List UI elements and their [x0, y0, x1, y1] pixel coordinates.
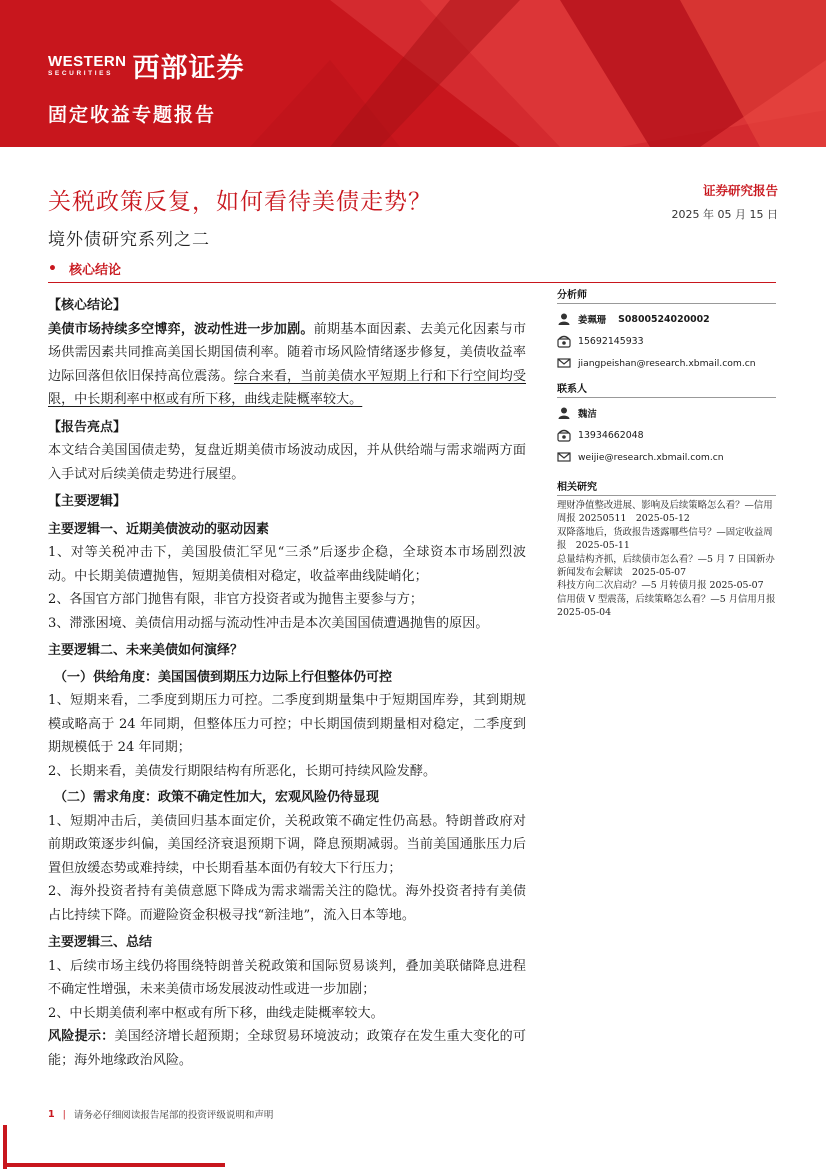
analyst-cert: S0800524020002 [618, 313, 710, 325]
list-item: 2、各国官方部门抛售有限，非官方投资者或为抛售主要参与方； [48, 592, 423, 607]
logic-subheading: （一）供给角度：美国国债到期压力边际上行但整体仍可控 [54, 669, 393, 685]
logo-english: WESTERN SECURITIES [48, 52, 127, 77]
logo-chinese: 西部证券 [132, 53, 245, 84]
list-item: 2、长期来看，美债发行期限结构有所恶化，长期可持续风险发酵。 [48, 763, 437, 779]
related-research-item[interactable]: 科技方向二次启动？—5 月转债月报 2025-05-07 [557, 580, 764, 592]
analyst-email[interactable]: jiangpeishan@research.xbmail.com.cn [578, 357, 756, 369]
paragraph: 本文结合美国国债走势，复盘近期美债市场波动成因，并从供给端与需求端两方面入手试对后续美债走势进行展望。 [48, 443, 526, 482]
report-title: 关税政策反复，如何看待美债走势？ [48, 189, 432, 215]
report-subtitle: 境外债研究系列之二 [48, 230, 210, 250]
section-heading: 【主要逻辑】 [48, 494, 127, 509]
report-date: 2025 年 05 月 15 日 [671, 208, 778, 221]
contact-phone: 13934662048 [578, 429, 644, 441]
phone-icon [557, 334, 571, 348]
footer-separator: | [62, 1108, 66, 1120]
list-item: 2、中长期美债利率中枢或有所下移，曲线走陡概率较大。 [48, 1005, 384, 1021]
contact-phone-row [557, 424, 776, 446]
related-research-list [557, 499, 785, 620]
related-research-title: 相关研究 [557, 474, 776, 496]
list-item: 1、短期冲击后，美债回归基本面定价，关税政策不确定性仍高悬。特朗普政府对前期政策逐步纠偏，美国经济衰退预期下调，降息预期减弱。当前美国通胀压力后置但放缓态势或难持续，中长期看基本面仍有较大下行压力； [48, 813, 526, 876]
disclaimer-note: 请务必仔细阅读报告尾部的投资评级说明和声明 [73, 1110, 274, 1121]
paragraph: 美债市场持续多空博弈，波动性进一步加剧。前期基本面因素、去美元化因素与市场供需因素共同推高美国长期国债利率。随着市场风险情绪逐步修复，美债收益率边际回落但依旧保持高位震荡。综合来看，当前美债水平短期上行和下行空间均受限，中长期利率中枢或有所下移，曲线走陡概率较大。 [48, 321, 527, 407]
analyst-email-row [557, 352, 776, 374]
related-research-item[interactable]: 信用债 V 型震荡，后续策略怎么看？—5 月信用月报 2025-05-04 [557, 593, 785, 619]
report-type: 固定收益专题报告 [48, 104, 217, 126]
analyst-title: 分析师 [557, 282, 776, 304]
contact-name: 魏洁 [578, 409, 597, 420]
section-heading: 【报告亮点】 [48, 419, 127, 435]
page-number: 1 [48, 1108, 55, 1120]
analyst-name: 姜珮珊 [578, 315, 607, 326]
sidebar [557, 282, 785, 620]
logic-heading: 主要逻辑二、未来美债如何演绎？ [48, 643, 244, 658]
mail-icon [557, 356, 571, 370]
mail-icon [557, 450, 571, 464]
list-item: 1、后续市场主线仍将围绕特朗普关税政策和国际贸易谈判，叠加美联储降息进程不确定性增强，未来美债市场发展波动性或进一步加剧； [48, 958, 526, 997]
contact-email[interactable]: weijie@research.xbmail.com.cn [578, 451, 724, 463]
contact-email-row [557, 446, 776, 468]
related-research-item[interactable]: 双降落地后，货政报告透露哪些信号？—固定收益周报 2025-05-11 [557, 526, 773, 552]
list-item: 2、海外投资者持有美债意愿下降成为需求端需关注的隐忧。海外投资者持有美债占比持续下降。而避险资金积极寻找“新洼地”，流入日本等地。 [48, 884, 526, 923]
person-icon [557, 312, 571, 326]
contact-title: 联系人 [557, 376, 776, 398]
related-research-item[interactable]: 总量结构齐抓，后续债市怎么看？—5 月 7 日国新办新闻发布会解读 2025-05-07 [557, 553, 775, 579]
company-logo [48, 46, 245, 85]
list-item: 1、对等关税冲击下，美国股债汇罕见“三杀”后逐步企稳，全球资本市场剧烈波动。中长期美债遭抛售，短期美债相对稳定，收益率曲线陡峭化； [48, 545, 526, 584]
list-item: 1、短期来看，二季度到期压力可控。二季度到期量集中于短期国库券，其到期规模或略高于 24 年同期，但整体压力可控；中长期国债到期量相对稳定，二季度到期规模低于 24 年同期； [48, 693, 526, 755]
logic-subheading: （二）需求角度：政策不确定性加大，宏观风险仍待显现 [54, 790, 380, 805]
risk-warning: 风险提示：美国经济增长超预期；全球贸易环境波动；政策存在发生重大变化的可能；海外地缘政治风险。 [48, 1029, 527, 1068]
report-category: 证券研究报告 [702, 183, 778, 198]
list-item: 3、滞涨困境、美债信用动摇与流动性冲击是本次美国国债遭遇抛售的原因。 [48, 615, 489, 631]
core-conclusion-heading: • 核心结论 [48, 260, 121, 278]
logic-heading: 主要逻辑三、总结 [48, 935, 153, 950]
header-banner [0, 0, 826, 147]
contact-row [557, 402, 776, 424]
analyst-phone-row [557, 330, 776, 352]
bullet-icon: • [48, 260, 57, 277]
analyst-phone: 15692145933 [578, 335, 644, 347]
corner-decoration [0, 1125, 230, 1169]
person-icon [557, 406, 571, 420]
section-heading: 【核心结论】 [48, 298, 127, 313]
main-content [48, 290, 526, 1072]
logic-heading: 主要逻辑一、近期美债波动的驱动因素 [48, 521, 270, 537]
footer [48, 1107, 273, 1121]
phone-icon [557, 428, 571, 442]
related-research-item[interactable]: 理财净值整改进展、影响及后续策略怎么看？—信用周报 20250511 2025-05-12 [557, 500, 773, 525]
analyst-row [557, 308, 776, 330]
